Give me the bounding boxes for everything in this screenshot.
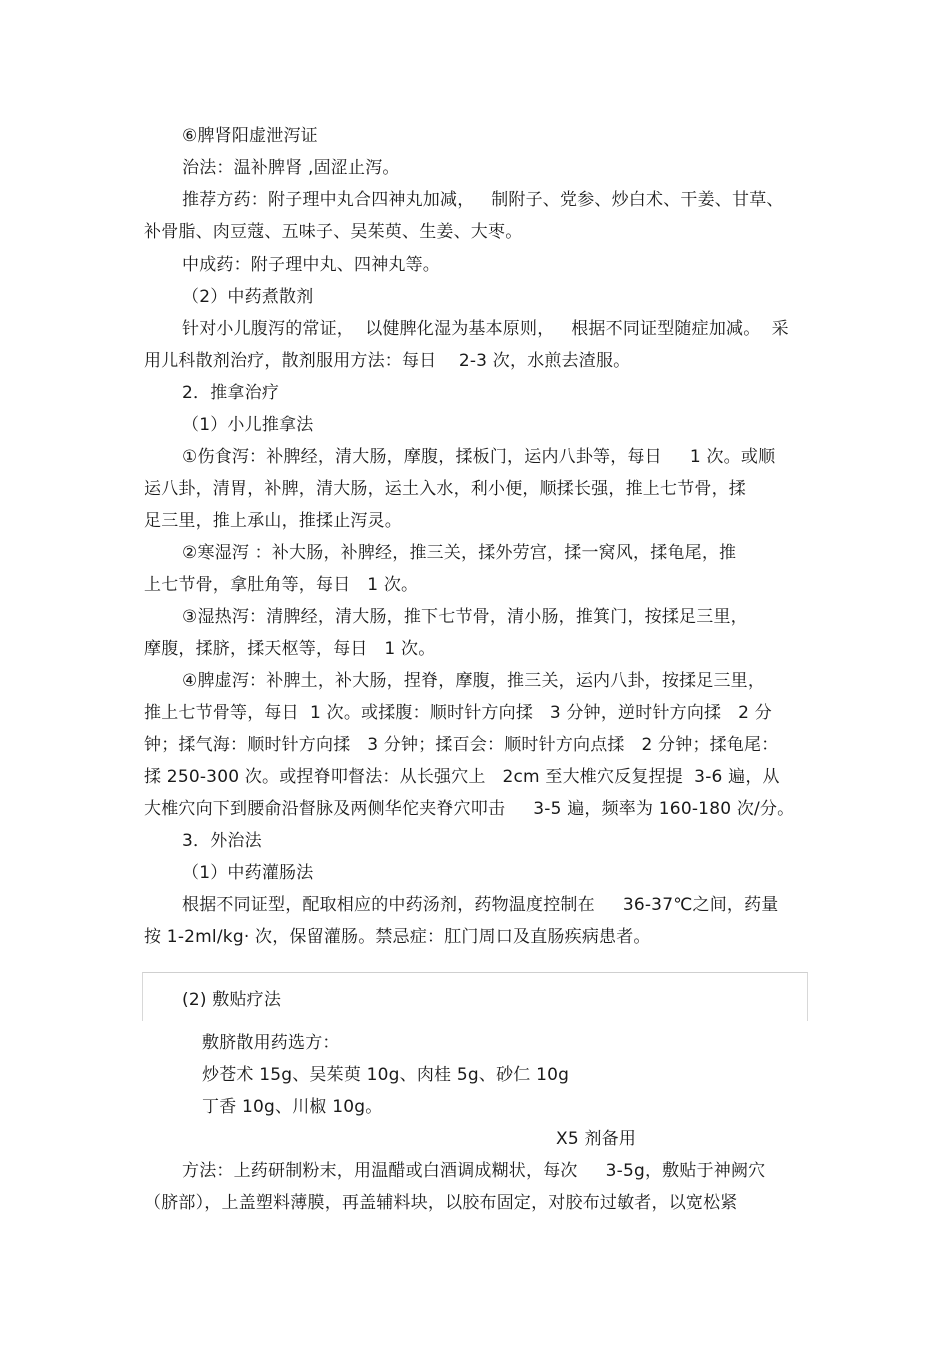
food-diarrhea-cont2: 足三里，推上承山，推揉止泻灵。 xyxy=(144,511,402,531)
food-diarrhea: ①伤食泻：补脾经，清大肠，摩腹，揉板门，运内八卦等，每日 1 次。或顺 xyxy=(182,447,776,467)
damp-heat-diarrhea-cont: 摩腹，揉脐，揉天枢等，每日 1 次。 xyxy=(144,639,436,659)
paragraph-powder-cont: 用儿科散剂治疗，散剂服用方法：每日 2-3 次，水煎去渣服。 xyxy=(144,351,631,371)
heading-tuina: 2．推拿治疗 xyxy=(182,383,280,403)
damp-heat-diarrhea: ③湿热泻：清脾经，清大肠，推下七节骨，清小肠，推箕门，按揉足三里， xyxy=(182,607,748,627)
recommended-prescription-cont: 补骨脂、肉豆蔻、五味子、吴茱萸、生姜、大枣。 xyxy=(144,222,523,242)
method-paragraph-cont: （脐部），上盖塑料薄膜，再盖辅料块，以胶布固定，对胶布过敏者，以宽松紧 xyxy=(144,1193,738,1213)
subheading-pediatric-tuina: （1）小儿推拿法 xyxy=(182,415,314,435)
enema-paragraph: 根据不同证型，配取相应的中药汤剂，药物温度控制在 36-37℃之间，药量 xyxy=(182,895,779,915)
cold-damp-diarrhea-cont: 上七节骨，拿肚角等，每日 1 次。 xyxy=(144,575,419,595)
method-paragraph: 方法：上药研制粉末，用温醋或白酒调成糊状，每次 3-5g，敷贴于神阙穴 xyxy=(182,1161,766,1181)
treatment-principle: 治法：温补脾肾 ,固涩止泻。 xyxy=(182,158,400,178)
paragraph-powder: 针对小儿腹泻的常证， 以健脾化湿为基本原则， 根据不同证型随症加减。 采 xyxy=(182,319,789,339)
recommended-prescription: 推荐方药：附子理中丸合四神丸加减， 制附子、党参、炒白术、干姜、甘草、 xyxy=(182,190,784,210)
food-diarrhea-cont1: 运八卦，清胃，补脾，清大肠，运土入水，利小便，顺揉长强，推上七节骨，揉 xyxy=(144,479,746,499)
subheading-application-therapy: (2) 敷贴疗法 xyxy=(182,990,282,1010)
spleen-deficiency-diarrhea: ④脾虚泻：补脾土，补大肠，捏脊，摩腹，推三关，运内八卦，按揉足三里， xyxy=(182,671,766,691)
cold-damp-diarrhea: ②寒湿泻 ：补大肠，补脾经，推三关，揉外劳宫，揉一窝风，揉龟尾，推 xyxy=(182,543,737,563)
navel-powder-title: 敷脐散用药选方： xyxy=(202,1033,340,1053)
spleen-deficiency-cont2: 钟；揉气海：顺时针方向揉 3 分钟；揉百会：顺时针方向点揉 2 分钟；揉龟尾： xyxy=(144,735,779,755)
subheading-enema: （1）中药灌肠法 xyxy=(182,863,314,883)
heading-external-treatment: 3．外治法 xyxy=(182,831,262,851)
spleen-deficiency-cont1: 推上七节骨等，每日 1 次。或揉腹：顺时针方向揉 3 分钟，逆时针方向揉 2 分 xyxy=(144,703,772,723)
subheading-decoction-powder: （2）中药煮散剂 xyxy=(182,287,314,307)
spleen-deficiency-cont4: 大椎穴向下到腰俞沿督脉及两侧华佗夹脊穴叩击 3-5 遍，频率为 160-180 次/分。 xyxy=(144,799,795,819)
heading-spleen-kidney-yang-deficiency: ⑥脾肾阳虚泄泻证 xyxy=(182,126,318,146)
navel-powder-herbs-cont: 丁香 10g、川椒 10g。 xyxy=(202,1097,383,1117)
enema-paragraph-cont: 按 1-2ml/kg· 次，保留灌肠。禁忌症：肛门周口及直肠疾病患者。 xyxy=(144,927,651,947)
patent-medicine: 中成药：附子理中丸、四神丸等。 xyxy=(182,255,440,275)
navel-powder-herbs: 炒苍术 15g、吴茱萸 10g、肉桂 5g、砂仁 10g xyxy=(202,1065,570,1085)
spleen-deficiency-cont3: 揉 250-300 次。或捏脊叩督法：从长强穴上 2cm 至大椎穴反复捏提 3-6 遍，从 xyxy=(144,767,780,787)
dose-note: X5 剂备用 xyxy=(556,1129,637,1149)
